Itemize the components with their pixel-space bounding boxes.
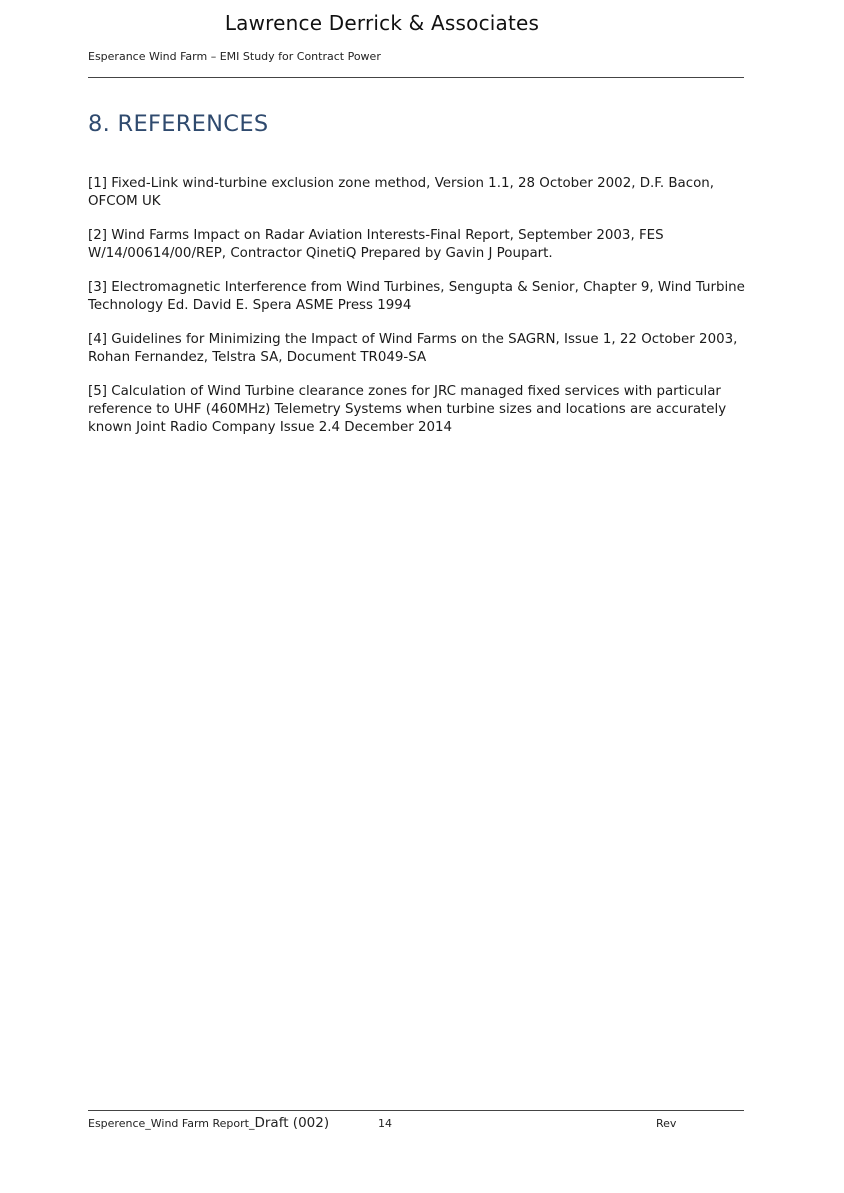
reference-item: [4] Guidelines for Minimizing the Impact of Wind Farms on the SAGRN, Issue 1, 22 October 2003, Rohan Fernandez, Telstra SA, Document TR049-SA [88, 332, 738, 365]
footer-divider [88, 1110, 744, 1111]
reference-item: [5] Calculation of Wind Turbine clearance zones for JRC managed fixed services with particular reference to UHF (460MHz) Telemetry Systems when turbine sizes and locations are accurately known Joint Radio Company Issue 2.4 December 2014 [88, 384, 727, 435]
reference-item: [3] Electromagnetic Interference from Wind Turbines, Sengupta & Senior, Chapter 9, Wind Turbine Technology Ed. David E. Spera ASME Press 1994 [88, 280, 745, 313]
footer-doc-name: Esperence_Wind Farm Report_ [88, 1117, 255, 1130]
reference-list [88, 175, 748, 453]
section-title: 8. REFERENCES [88, 111, 269, 137]
reference-item: [2] Wind Farms Impact on Radar Aviation Interests-Final Report, September 2003, FES W/14/00614/00/REP, Contractor QinetiQ Prepared by Gavin J Poupart. [88, 228, 664, 261]
footer-document-name [88, 1115, 329, 1131]
document-subtitle: Esperance Wind Farm – EMI Study for Contract Power [88, 50, 381, 63]
revision-label: Rev [656, 1117, 677, 1130]
reference-item: [1] Fixed-Link wind-turbine exclusion zone method, Version 1.1, 28 October 2002, D.F. Bacon, OFCOM UK [88, 176, 715, 209]
header-divider [88, 77, 744, 78]
company-name: Lawrence Derrick & Associates [224, 11, 540, 35]
page-number: 14 [378, 1117, 392, 1130]
footer-doc-suffix: Draft (002) [254, 1115, 330, 1131]
